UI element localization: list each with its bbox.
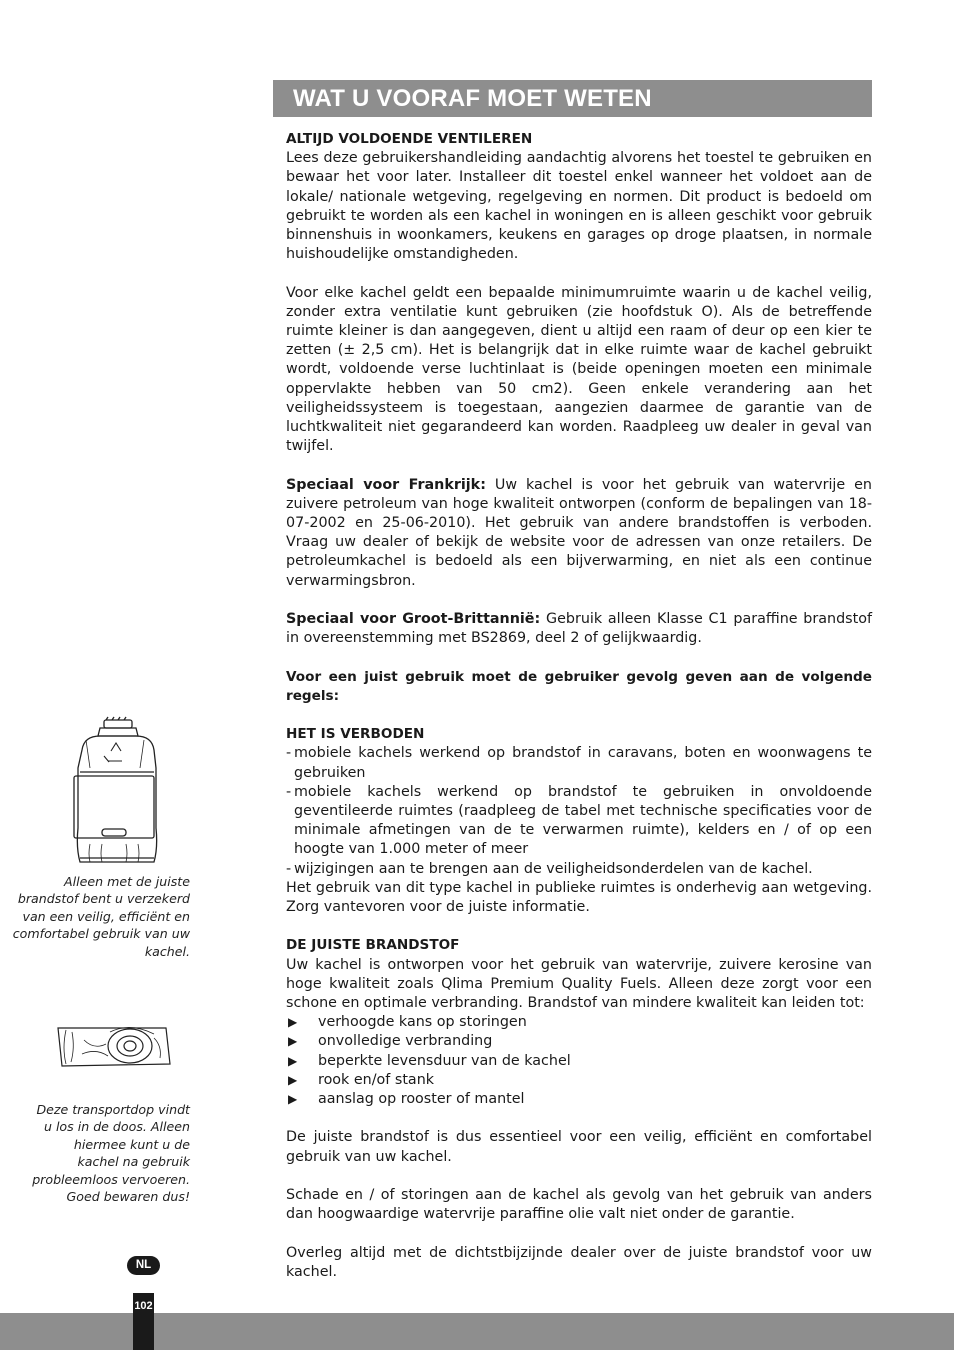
list-item: ▶ rook en/of stank bbox=[286, 1071, 872, 1090]
transport-cap-illustration bbox=[54, 1020, 174, 1070]
header-bar bbox=[273, 80, 872, 117]
fuel-paragraph-3: Schade en / of storingen aan de kachel als gevolg van het gebruik van anders dan hoogwaardige watervrije paraffine olie valt niet onder de garantie. bbox=[286, 1187, 872, 1223]
list-item: - mobiele kachels werkend op brandstof in caravans, boten en woonwagens te gebruiken bbox=[286, 744, 872, 782]
language-badge: NL bbox=[127, 1256, 160, 1275]
uk-text: Gebruik alleen Klasse C1 paraffine brandstof in overeenstemming met BS2869, deel 2 of gelijkwaardig. bbox=[286, 611, 872, 647]
fuel-can-illustration bbox=[66, 716, 164, 868]
fuel-caption: Alleen met de juiste brandstof bent u verzekerd van een veilig, efficiënt en comfortabel gebruik van uw kachel. bbox=[12, 874, 190, 959]
triangle-bullet-icon: ▶ bbox=[288, 1034, 298, 1049]
fuel-paragraph-2: De juiste brandstof is dus essentieel voor een veilig, efficiënt en comfortabel gebruik van uw kachel. bbox=[286, 1129, 872, 1165]
triangle-bullet-icon: ▶ bbox=[288, 1015, 298, 1030]
fuel-paragraph-4: Overleg altijd met de dichtstbijzijnde dealer over de juiste brandstof voor uw kachel. bbox=[286, 1244, 872, 1280]
triangle-bullet-icon: ▶ bbox=[288, 1053, 298, 1068]
forbidden-heading: HET IS VERBODEN bbox=[286, 726, 425, 743]
france-text: Uw kachel is voor het gebruik van watervrije en zuivere petroleum van hoge kwaliteit ontworpen (conform de bepalingen van 18-07-2002 en 25-06-2010). Het gebruik van andere brandstoffen is verboden. Vraag uw dealer of bekijk de website voor de adressen van onze retailers. De petroleumkachel is bedoeld als een bijverwarming, en niet als een continue verwarmingsbron. bbox=[286, 476, 872, 589]
ventilation-paragraph-2: Voor elke kachel geldt een bepaalde minimumruimte waarin u de kachel veilig, zonder extra ventilatie kunt gebruiken (zie hoofdstuk O). Als de betreffende ruimte kleiner is dan aangegeven, dient u altijd een raam of deur op een kier te zetten (± 2,5 cm). Het is belangrijk dat in elke ruimte waar de kachel gebruikt wordt, voldoende verse luchtinlaat is (beide openingen moeten een minimale oppervlakte hebben van 50 cm2). Geen enkele verandering aan het veiligheidssysteem is toegestaan, aangezien daarmee de garantie van de luchtkwaliteit niet gegarandeerd kan worden. Raadpleeg uw dealer in geval van twijfel. bbox=[286, 284, 872, 455]
main-content bbox=[286, 130, 872, 1282]
france-lead: Speciaal voor Frankrijk: bbox=[286, 476, 486, 493]
list-item: ▶ beperkte levensduur van de kachel bbox=[286, 1052, 872, 1071]
forbidden-list bbox=[286, 744, 872, 878]
list-item: - mobiele kachels werkend op brandstof te gebruiken in onvoldoende geventileerde ruimtes (raadpleeg de tabel met technische specificaties voor de minimale afmetingen van de te verwarmen ruimte), kelders en / of op een hoogte van 1.000 meter of meer bbox=[286, 783, 872, 860]
france-paragraph bbox=[286, 476, 872, 591]
uk-lead: Speciaal voor Groot-Brittannië: bbox=[286, 611, 541, 628]
ventilation-paragraph-1: Lees deze gebruikershandleiding aandachtig alvorens het toestel te gebruiken en bewaar het voor later. Installeer dit toestel enkel wanneer het voldoet aan de lokale/ nationale wetgeving, regelgeving en normen. Dit product is bedoeld om gebruikt te worden als een kachel in woningen en is alleen geschikt voor gebruik binnenshuis in woonkamers, keukens en garages op droge plaatsen, in normale huishoudelijke omstandigheden. bbox=[286, 150, 872, 263]
list-item: - wijzigingen aan te brengen aan de veiligheidsonderdelen van de kachel. bbox=[286, 860, 872, 879]
rules-intro: Voor een juist gebruik moet de gebruiker gevolg geven aan de volgende regels: bbox=[286, 668, 872, 704]
triangle-bullet-icon: ▶ bbox=[288, 1072, 298, 1087]
transport-cap-caption: Deze transportdop vindt u los in de doos. Alleen hiermee kunt u de kachel na gebruik probleemloos vervoeren. Goed bewaren dus! bbox=[32, 1102, 190, 1205]
page-number: 102 bbox=[133, 1293, 154, 1350]
uk-paragraph bbox=[286, 610, 872, 648]
list-item: ▶ aanslag op rooster of mantel bbox=[286, 1090, 872, 1109]
ventilation-heading: ALTIJD VOLDOENDE VENTILEREN bbox=[286, 131, 533, 147]
page-title: WAT U VOORAF MOET WETEN bbox=[293, 85, 652, 112]
fuel-paragraph-1: Uw kachel is ontworpen voor het gebruik van watervrije, zuivere kerosine van hoge kwaliteit zoals Qlima Premium Quality Fuels. Alleen deze zorgt voor een schone en optimale verbranding. Brandstof van mindere kwaliteit kan leiden tot: bbox=[286, 956, 872, 1012]
list-item: ▶ verhoogde kans op storingen bbox=[286, 1013, 872, 1032]
triangle-bullet-icon: ▶ bbox=[288, 1092, 298, 1107]
forbidden-after: Het gebruik van dit type kachel in publieke ruimtes is onderhevig aan wetgeving. Zorg vantevoren voor de juiste informatie. bbox=[286, 879, 872, 916]
fuel-heading: DE JUISTE BRANDSTOF bbox=[286, 937, 460, 954]
list-item: ▶ onvolledige verbranding bbox=[286, 1032, 872, 1051]
fuel-bullet-list bbox=[286, 1013, 872, 1109]
